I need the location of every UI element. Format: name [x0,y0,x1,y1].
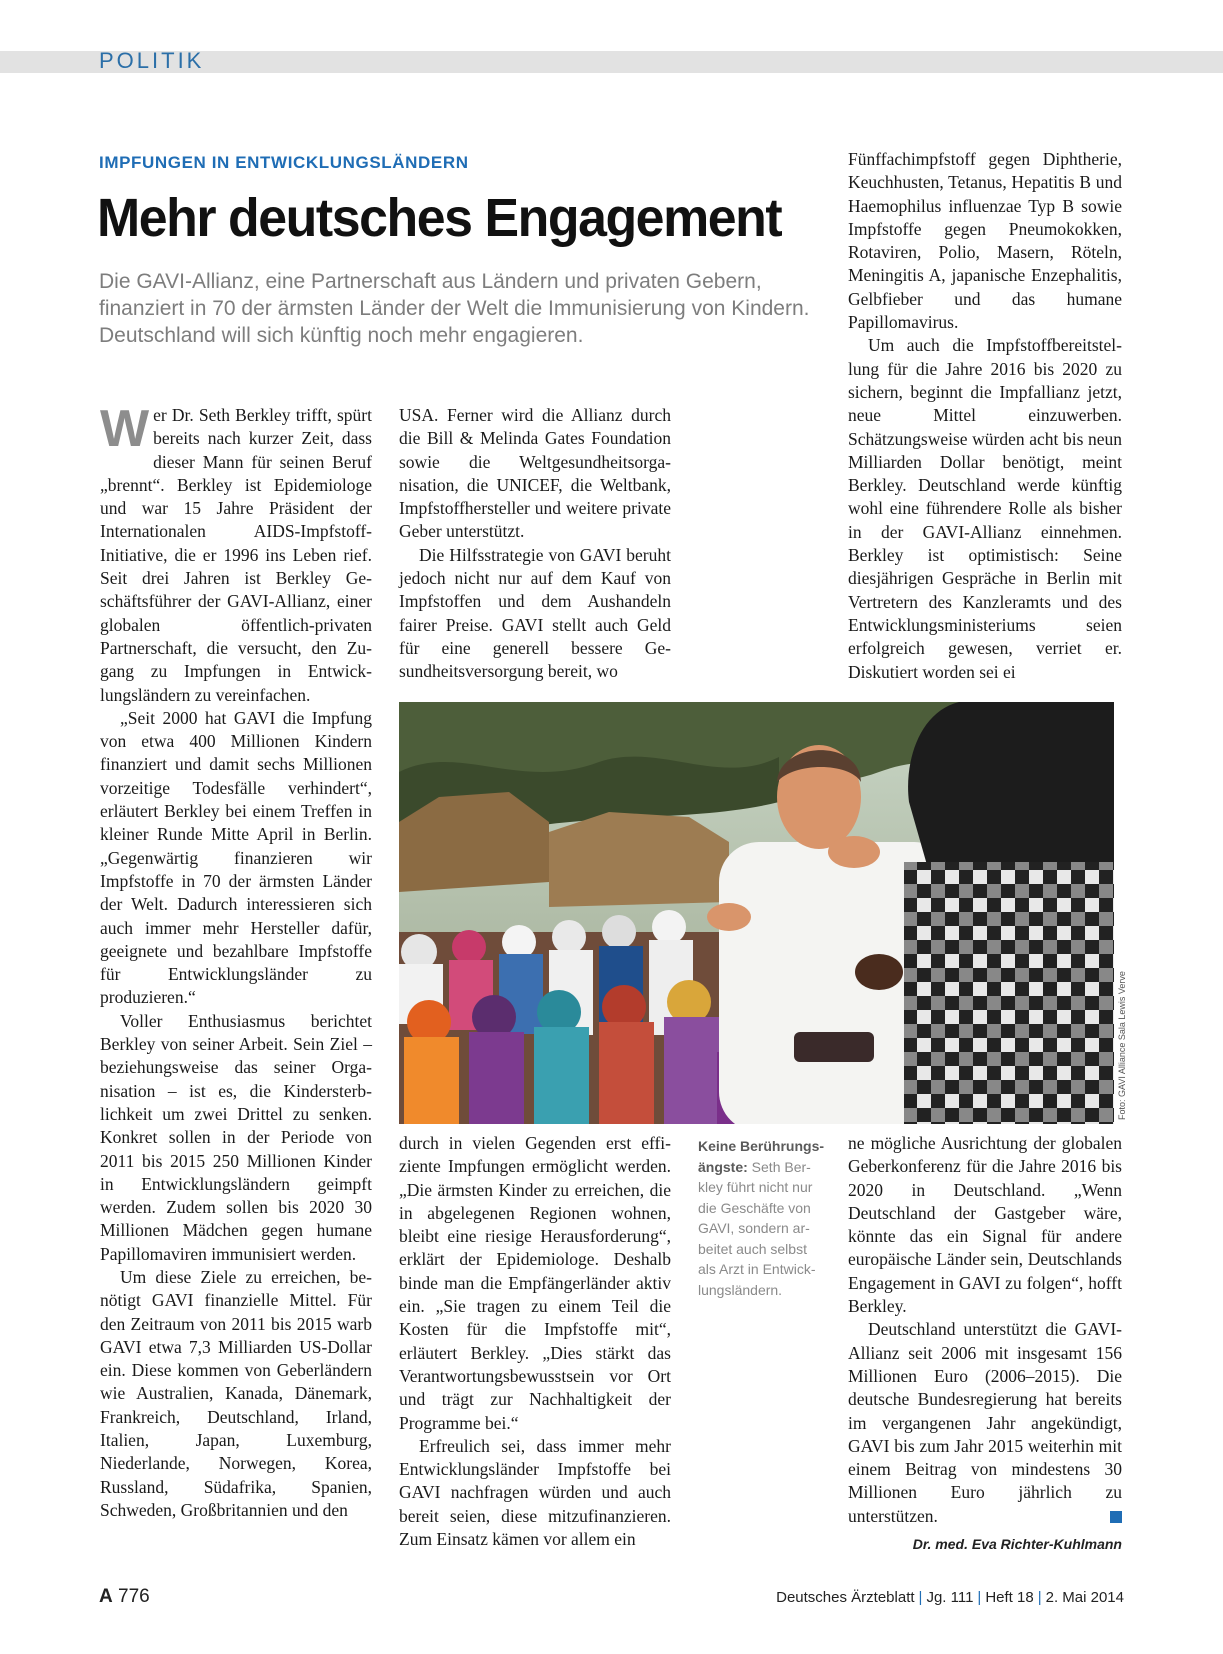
paragraph: USA. Ferner wird die Allianz durch die Bill & Melinda Gates Foundation sowie die Weltgesundheitsorganisation, die UNICEF, die Weltbank, Impfstoffhersteller und weitere private Geber unterstützt. [399,405,671,542]
article-photo [399,702,1114,1124]
text-column-2-bottom [399,1132,671,1551]
paragraph: Fünffachimpfstoff gegen Diphtherie, Keuchhusten, Tetanus, Hepatitis B und Haemophilus influenzae Typ B sowie Impfstoffe gegen Pneumokokken, Rotaviren, Polio, Masern, Röteln, Meningitis A, japanische Enzephalitis, Gelbfieber und das humane Papillomavirus. [848,149,1122,333]
text-column-3-bottom [848,1132,1122,1528]
paragraph: Die Hilfsstrategie von GAVI beruht jedoch nicht nur auf dem Kauf von Impfstoffen und dem Aushandeln fairer Preise. GAVI stellt auch Geld für eine generell bessere Gesundheitsversorgung bereit, wo [399,544,671,682]
paragraph: „Seit 2000 hat GAVI die Impfung von etwa 400 Millionen Kindern finanziert und damit sechs Millionen vorzeitige Todesfälle verhindert“, erläutert Berkley bei einem Treffen in kleiner Runde Mitte April in Berlin. „Gegenwärtig finanzieren wir Impfstoffe in 70 der ärmsten Länder der Welt. Dadurch interessieren sich auch immer mehr Hersteller dafür, geeignete und bezahlbare Impfstoffe für Entwicklungsländer zu produzieren.“ [100,707,372,1008]
section-label: POLITIK [99,48,205,73]
caption-text: Seth Berkley führt nicht nur die Geschäfte von GAVI, sondern arbeitet auch selbst als Arzt in Entwicklungsländern. [698,1158,816,1298]
paragraph: durch in vielen Gegenden erst effiziente Impfungen ermöglicht werden. „Die ärmsten Kinder zu erreichen, die in abgelegenen Regionen wohnen, bleibt eine riesige Herausforderung“, erklärt der Epidemiologe. Deshalb binde man die Empfängerländer aktiv ein. „Sie tragen zu einem Teil die Kosten für die Impfstoffe mit“, erläutert Berkley. „Dies stärkt das Verantwortungsbewusstsein vor Ort und trägt zur Nachhaltigkeit der Programme bei.“ [399,1133,671,1433]
journal-name: Deutsches Ärzteblatt [776,1589,915,1606]
journal-issue: Heft 18 [985,1589,1034,1606]
paragraph: Um diese Ziele zu erreichen, benötigt GAVI finanzielle Mittel. Für den Zeitraum von 2011 bis 2015 warb GAVI etwa 7,3 Milliarden US-Dollar ein. Diese kommen von Geberländern wie Australien, Kanada, Dänemark, Frankreich, Deutschland, Irland, Italien, Japan, Luxemburg, Niederlande, Norwegen, Korea, Russland, Südafrika, Spanien, Schweden, Großbritannien und den [100,1266,372,1520]
photo-credit: Foto: GAVI Alliance Sala Lewis Verve [1117,971,1127,1120]
paragraph: Deutschland unterstützt die GAVI-Allianz seit 2006 mit insgesamt 156 Millionen Euro (2006–2015). Die deutsche Bundesregierung hat bereits im vergangenen Jahr angekündigt, GAVI bis zum Jahr 2015 weiterhin mit einem Beitrag von mindestens 30 Millionen Euro jährlich zu unterstützen. [848,1319,1122,1526]
article-lead: Die GAVI-Allianz, eine Partnerschaft aus Ländern und privaten Gebern, finanziert in 70 der ärmsten Länder der Welt die Immunisierung von Kindern. Deutschland will sich künftig noch mehr engagieren. [99,270,810,347]
text-column-3-top [848,148,1122,684]
paragraph: Um auch die Impfstoffbereitstellung für die Jahre 2016 bis 2020 zu sichern, beginnt die Impfallianz jetzt, neue Mittel einzuwerben. Schätzungsweise würden acht bis neun Milliarden Dollar benötigt, meint Berkley. Deutschland werde künftig wohl eine führendere Rolle als bisher in der GAVI-Allianz einnehmen. Berkley ist optimistisch: Seine diesjährigen Gespräche in Berlin mit Vertretern des Kanzleramts und des Entwicklungsministeriums seien erfolgreich gewesen, verriet er. Diskutiert worden sei ei [848,335,1122,682]
photo-illustration [399,702,1114,1124]
end-mark-icon [1110,1511,1122,1523]
journal-date: 2. Mai 2014 [1045,1589,1124,1606]
author-byline: Dr. med. Eva Richter-Kuhlmann [912,1536,1122,1552]
page-number: A 776 [99,1586,150,1607]
journal-footer: Deutsches Ärzteblatt | Jg. 111 | Heft 18 | 2. Mai 2014 [776,1589,1124,1606]
text-column-2-top [399,404,671,684]
article-kicker: IMPFUNGEN IN ENTWICKLUNGSLÄNDERN [99,153,469,172]
paragraph: ne mögliche Ausrichtung der globalen Geberkonferenz für die Jahre 2016 bis 2020 in Deutschland. „Wenn Deutschland der Gastgeber wäre, könnte das ein Signal für andere europäische Länder sein, Deutschlands Engagement in GAVI zu folgen“, hofft Berkley. [848,1133,1122,1317]
photo-caption [698,1136,826,1300]
caption-title: Keine Berührungsängste: [698,1138,825,1175]
text-column-1 [100,400,372,1522]
journal-volume: Jg. 111 [926,1589,974,1606]
paragraph: Voller Enthusiasmus berichtet Berkley von seiner Arbeit. Sein Ziel – beziehungsweise das seiner Organisation – ist es, die Kindersterblichkeit um zwei Drittel zu senken. Konkret sollen in der Periode von 2011 bis 2015 250 Millionen Kinder in Entwicklungsländern geimpft werden. Zudem sollen bis 2020 30 Millionen Mädchen gegen humane Papillomaviren immunisiert werden. [100,1010,372,1264]
paragraph: Erfreulich sei, dass immer mehr Entwicklungsländer Impfstoffe bei GAVI nachfragen würden und auch bereit seien, diese mitzufinanzieren. Zum Einsatz kämen vor allem ein [399,1435,671,1550]
article-headline: Mehr deutsches Engagement [97,188,782,248]
dropcap: W [100,400,150,458]
paragraph: Wer Dr. Seth Berkley trifft, spürt bereits nach kurzer Zeit, dass dieser Mann für seinen Beruf „brennt“. Berkley ist Epidemiologe und war 15 Jahre Präsident der Internationalen AIDS-Impfstoff-Initiative, die er 1996 ins Leben rief. Seit drei Jahren ist Berkley Geschäftsführer der GAVI-Allianz, einer globalen öffentlich-privaten Partnerschaft, die versucht, den Zugang zu Impfungen in Entwicklungsländern zu vereinfachen. [100,400,372,705]
